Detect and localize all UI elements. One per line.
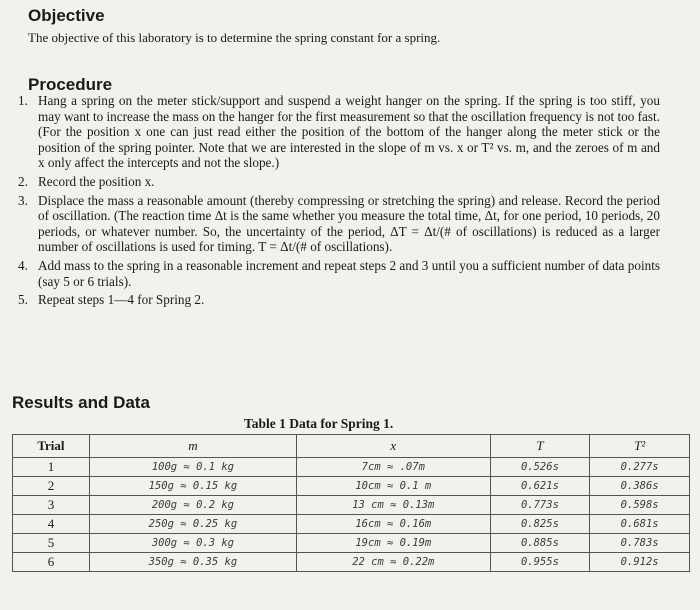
mass-cell: 300g ≈ 0.3 kg	[89, 534, 296, 553]
procedure-step-5	[18, 292, 660, 308]
results-heading: Results and Data	[12, 393, 150, 412]
period-cell: 0.526s	[490, 458, 590, 477]
position-cell: 16cm ≈ 0.16m	[296, 515, 490, 534]
step-number: 5.	[18, 292, 28, 308]
period-cell: 0.885s	[490, 534, 590, 553]
mass-cell: 350g ≈ 0.35 kg	[89, 553, 296, 572]
mass-cell: 150g ≈ 0.15 kg	[89, 477, 296, 496]
period-squared-cell: 0.681s	[590, 515, 690, 534]
trial-cell: 3	[13, 496, 90, 515]
position-cell: 7cm ≈ .07m	[296, 458, 490, 477]
objective-text: The objective of this laboratory is to determine the spring constant for a spring.	[28, 30, 441, 45]
period-squared-cell: 0.386s	[590, 477, 690, 496]
step-number: 1.	[18, 93, 28, 108]
position-cell: 22 cm ≈ 0.22m	[296, 553, 490, 572]
period-squared-cell: 0.598s	[590, 496, 690, 515]
procedure-step-1	[18, 93, 660, 171]
procedure-step-2	[18, 174, 660, 190]
trial-cell: 4	[13, 515, 90, 534]
trial-cell: 1	[13, 458, 90, 477]
trial-cell: 2	[13, 477, 90, 496]
step-text: Hang a spring on the meter stick/support and suspend a weight hanger on the spring. If the spring is too stiff, you may want to increase the mass on the hanger for the first measurement so that the oscillation frequency is not too fast. (For the position x one can just read either the position of the bottom of the hanger along the meter stick or the position of the spring pointer. Note that we are interested in the slope of m vs. x or T² vs. m, and the zeroes of m and x only affect the intercepts and not the slope.)	[38, 93, 660, 171]
objective-heading: Objective	[28, 6, 105, 25]
step-number: 2.	[18, 173, 28, 189]
position-cell: 10cm ≈ 0.1 m	[296, 477, 490, 496]
procedure-heading: Procedure	[28, 75, 113, 94]
step-text: Repeat steps 1—4 for Spring 2.	[38, 292, 205, 308]
table-caption: Table 1 Data for Spring 1.	[244, 416, 394, 431]
mass-cell: 250g ≈ 0.25 kg	[89, 515, 296, 534]
step-text: Displace the mass a reasonable amount (thereby compressing or stretching the spring) and release. Record the period of oscillation. (The reaction time Δt is the same whether you measure the total time, Δt, for one period, 10 periods, 20 periods, or whatever number. So, the uncertainty of the period, ΔT = Δt/(# of oscillations) is reduced as a larger number of oscillations is used for timing. T = Δt/(# of oscillations).	[38, 192, 660, 255]
step-number: 3.	[18, 192, 28, 208]
procedure-step-3	[18, 193, 660, 255]
column-header-x: x	[296, 435, 490, 458]
period-squared-cell: 0.912s	[590, 553, 690, 572]
trial-cell: 5	[13, 534, 90, 553]
column-header-t-squared: T²	[590, 435, 690, 458]
column-header-t: T	[490, 435, 590, 458]
period-cell: 0.621s	[490, 477, 590, 496]
table-row	[13, 515, 690, 534]
period-cell: 0.955s	[490, 553, 590, 572]
period-cell: 0.773s	[490, 496, 590, 515]
position-cell: 19cm ≈ 0.19m	[296, 534, 490, 553]
table-row	[13, 477, 690, 496]
step-text: Record the position x.	[38, 173, 155, 189]
position-cell: 13 cm ≈ 0.13m	[296, 496, 490, 515]
column-header-trial: Trial	[13, 435, 90, 458]
data-table	[12, 434, 690, 572]
table-header-row	[13, 435, 690, 458]
step-text: Add mass to the spring in a reasonable increment and repeat steps 2 and 3 until you a sufficient number of data points (say 5 or 6 trials).	[38, 257, 660, 289]
table-row	[13, 553, 690, 572]
trial-cell: 6	[13, 553, 90, 572]
period-squared-cell: 0.277s	[590, 458, 690, 477]
period-cell: 0.825s	[490, 515, 590, 534]
step-number: 4.	[18, 257, 28, 273]
table-row	[13, 458, 690, 477]
table-row	[13, 534, 690, 553]
period-squared-cell: 0.783s	[590, 534, 690, 553]
column-header-m: m	[89, 435, 296, 458]
procedure-step-4	[18, 258, 660, 289]
procedure-steps	[18, 93, 660, 311]
table-row	[13, 496, 690, 515]
mass-cell: 200g ≈ 0.2 kg	[89, 496, 296, 515]
mass-cell: 100g ≈ 0.1 kg	[89, 458, 296, 477]
